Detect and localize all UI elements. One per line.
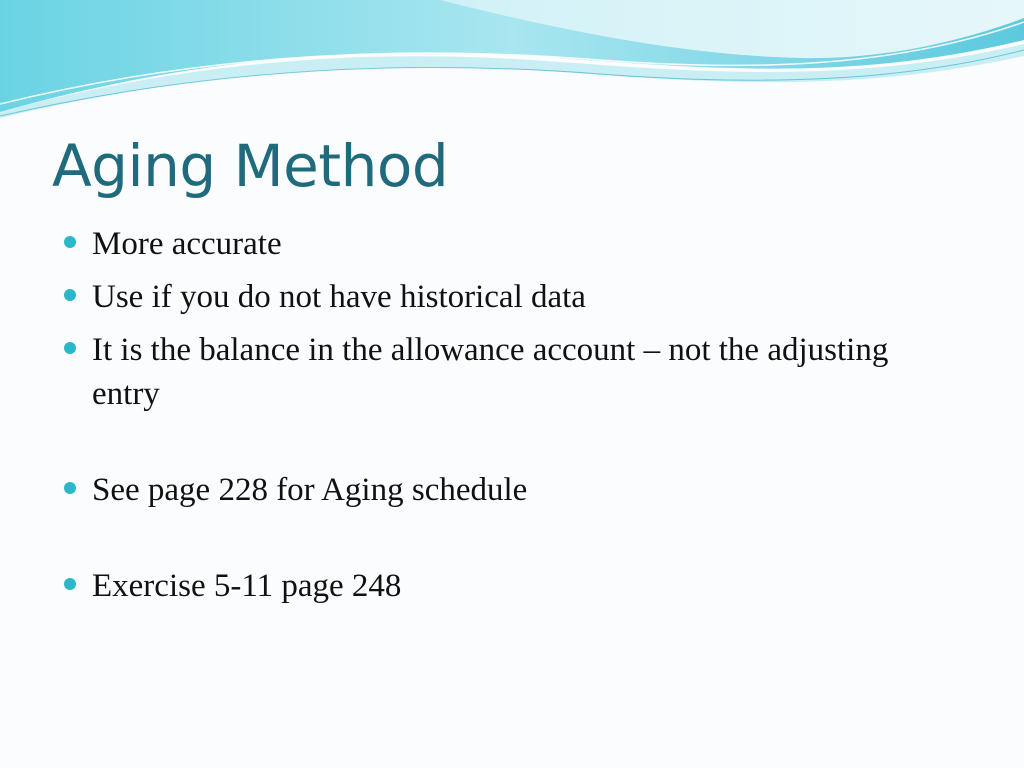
bullet-text: Exercise 5-11 page 248 xyxy=(92,568,402,604)
bullet-dot-icon xyxy=(64,289,76,301)
bullet-dot-icon xyxy=(64,578,76,590)
bullet-dot-icon xyxy=(64,236,76,248)
bullet-item xyxy=(62,468,962,512)
bullet-text: See page 228 for Aging schedule xyxy=(92,472,528,508)
bullet-item xyxy=(62,564,962,608)
bullet-text: More accurate xyxy=(92,226,282,262)
bullet-item xyxy=(62,275,962,319)
bullet-dot-icon xyxy=(64,342,76,354)
slide-title: Aging Method xyxy=(52,132,449,200)
bullet-text: It is the balance in the allowance account – not the adjusting entry xyxy=(92,332,889,412)
bullet-item xyxy=(62,328,962,416)
bullet-list xyxy=(62,222,962,617)
bullet-text: Use if you do not have historical data xyxy=(92,279,586,315)
bullet-dot-icon xyxy=(64,482,76,494)
bullet-item xyxy=(62,222,962,266)
wave-header-decoration xyxy=(0,0,1024,130)
